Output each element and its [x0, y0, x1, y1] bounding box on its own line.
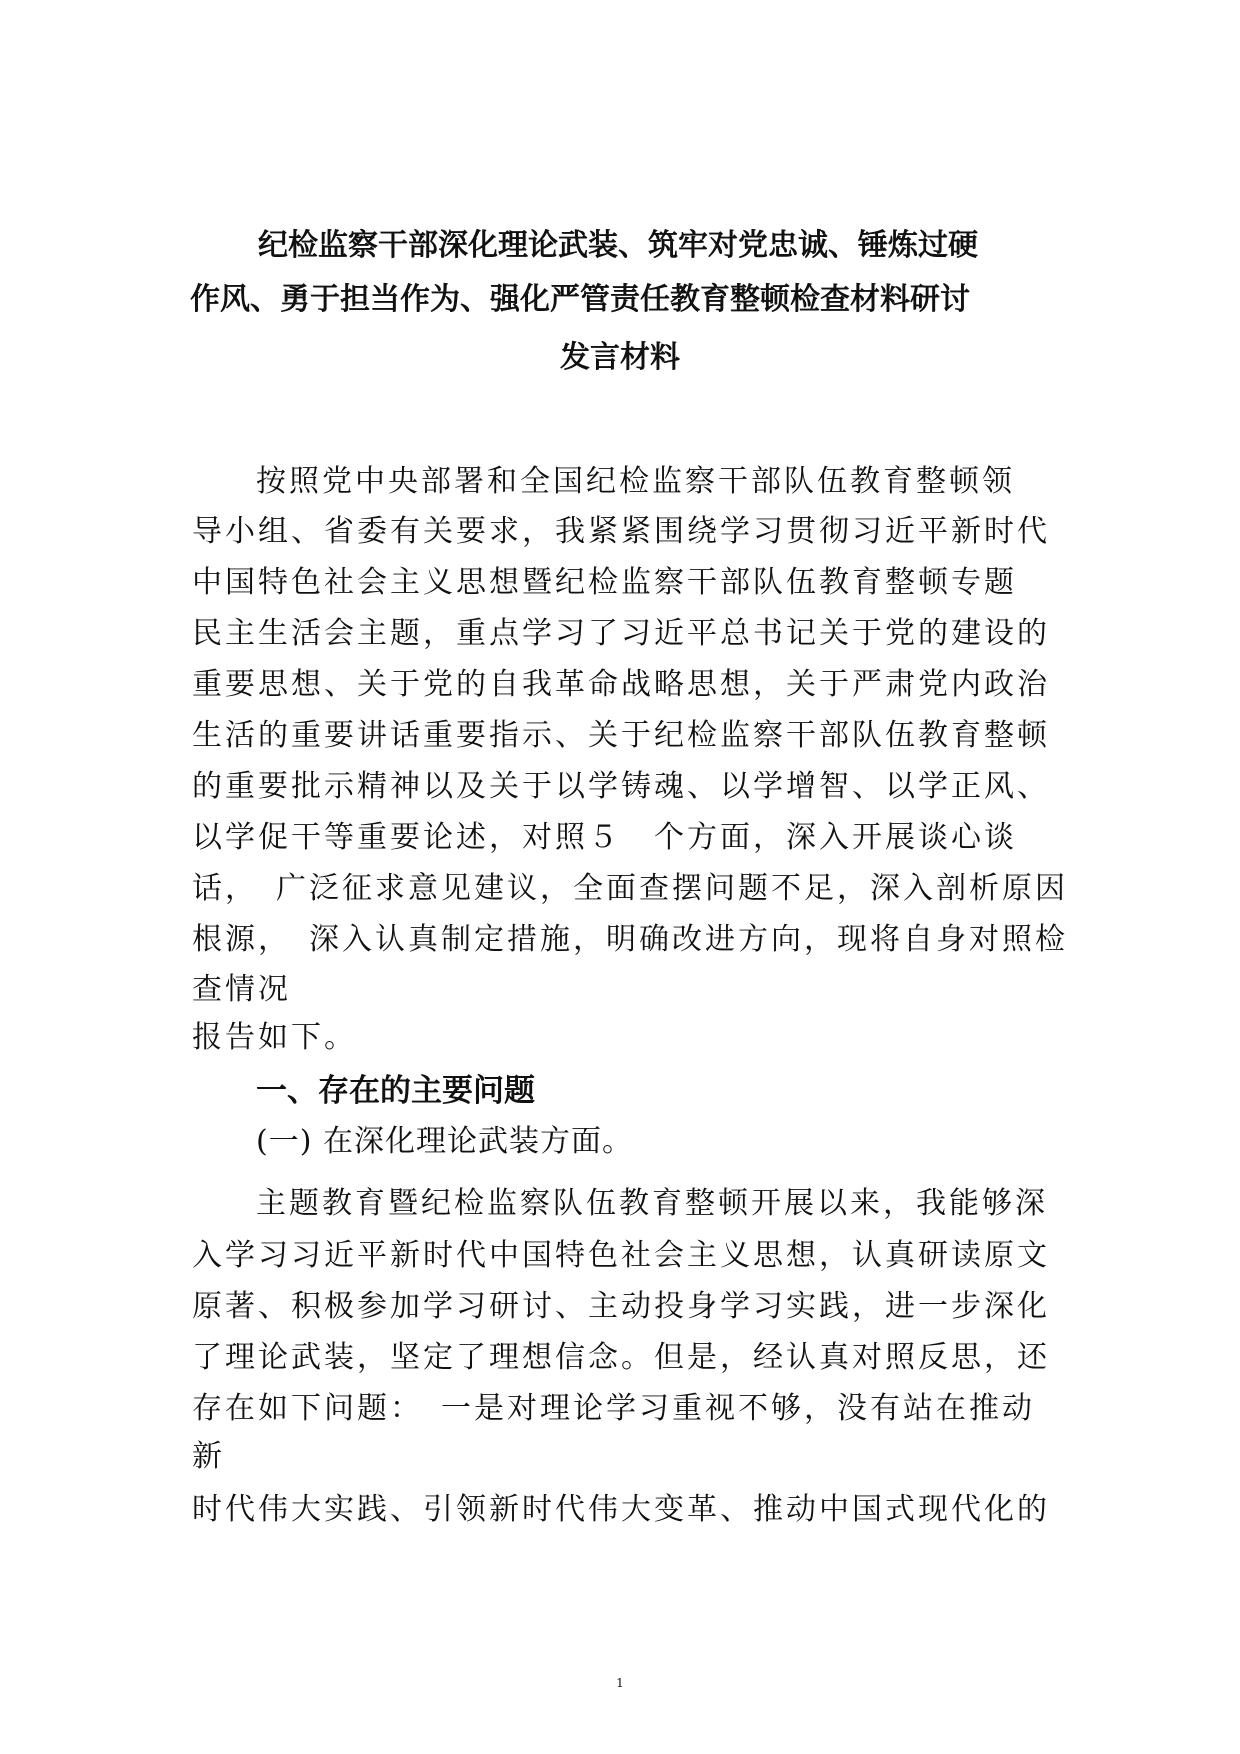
body-line: 原著、积极参加学习研讨、主动投身学习实践，进一步深化 [192, 1289, 1050, 1324]
intro-line: 话， 广泛征求意见建议，全面查摆问题不足，深入剖析原因 [192, 871, 1068, 906]
section-heading: 一、存在的主要问题 [256, 1073, 535, 1109]
intro-line: 查情况 [192, 972, 291, 1007]
page-number: 1 [616, 1676, 624, 1690]
body-line: 存在如下问题： 一是对理论学习重视不够，没有站在推动 [192, 1391, 1035, 1426]
intro-line: 导小组、省委有关要求，我紧紧围绕学习贯彻习近平新时代 [192, 514, 1050, 549]
body-line: 时代伟大实践、引领新时代伟大变革、推动中国式现代化的 [192, 1492, 1050, 1527]
intro-line: 以学促干等重要论述，对照５ 个方面，深入开展谈心谈 [192, 820, 1017, 855]
intro-line: 报告如下。 [192, 1020, 357, 1055]
document-title-line-3: 发言材料 [560, 340, 680, 375]
document-title-line-2: 作风、勇于担当作为、强化严管责任教育整顿检查材料研讨 [190, 282, 970, 317]
body-line: 主题教育暨纪检监察队伍教育整顿开展以来，我能够深 [256, 1186, 1048, 1221]
document-title-line-1: 纪检监察干部深化理论武装、筑牢对党忠诚、锤炼过硬 [258, 228, 978, 263]
body-line: 了理论武装，坚定了理想信念。但是，经认真对照反思，还 [192, 1340, 1050, 1375]
intro-line: 民主生活会主题，重点学习了习近平总书记关于党的建设的 [192, 616, 1050, 651]
section-subheading: (一) 在深化理论武装方面。 [256, 1124, 633, 1159]
intro-line: 重要思想、关于党的自我革命战略思想，关于严肃党内政治 [192, 667, 1050, 702]
intro-line: 中国特色社会主义思想暨纪检监察干部队伍教育整顿专题 [192, 565, 1017, 600]
intro-line: 的重要批示精神以及关于以学铸魂、以学增智、以学正风、 [192, 769, 1050, 804]
intro-line: 按照党中央部署和全国纪检监察干部队伍教育整顿领 [256, 464, 1015, 499]
intro-line: 生活的重要讲话重要指示、关于纪检监察干部队伍教育整顿 [192, 718, 1050, 753]
body-line: 新 [192, 1439, 225, 1474]
intro-line: 根源， 深入认真制定措施，明确改进方向，现将自身对照检 [192, 922, 1068, 957]
body-line: 入学习习近平新时代中国特色社会主义思想，认真研读原文 [192, 1238, 1050, 1273]
